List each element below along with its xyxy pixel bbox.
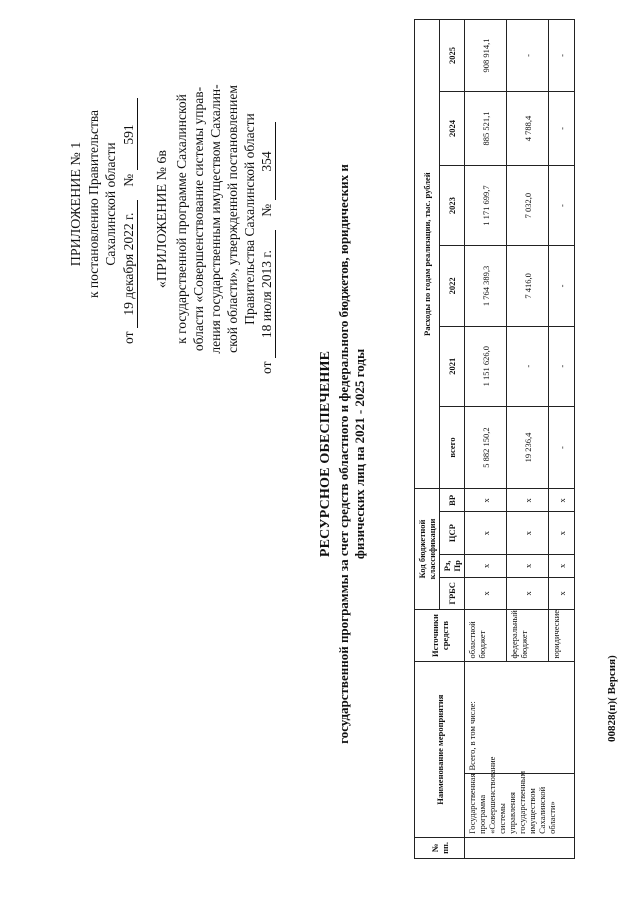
col-2022: 2022 (440, 246, 465, 326)
cell-2024: - (549, 92, 575, 166)
appendix-6v-line: к государственной программе Сахалинской (174, 94, 189, 344)
col-2023: 2023 (440, 165, 465, 245)
appendix-6v-title: «ПРИЛОЖЕНИЕ № 6в (155, 149, 170, 289)
col-grbs: ГРБС (440, 577, 465, 609)
cell-2023: 7 032,0 (507, 165, 549, 245)
cell-total: - (549, 406, 575, 488)
cell-2025: - (549, 20, 575, 92)
cell-num (465, 837, 575, 858)
cell-source: федеральный бюджет (507, 609, 549, 662)
col-name: Наименование мероприятия (415, 662, 465, 837)
cell-2025: - (507, 20, 549, 92)
cell-source: юридические (549, 609, 575, 662)
cell-rzpr: х (549, 554, 575, 577)
document-footer-code: 00828(п)( Версия) (606, 655, 618, 742)
cell-csr: х (465, 512, 507, 554)
cell-vr: х (465, 489, 507, 512)
appendix-6v-block (154, 64, 276, 374)
cell-vr: х (549, 489, 575, 512)
appendix-6v-line: ской области», утвержденной постановлением (225, 85, 240, 353)
cell-source: областной бюджет (465, 609, 507, 662)
cell-2021: - (549, 326, 575, 406)
appendix-6v-line: Правительства Сахалинской области (242, 113, 257, 325)
col-csr: ЦСР (440, 512, 465, 554)
col-2021: 2021 (440, 326, 465, 406)
heading-sub1: государственной программы за счет средств областного и федерального бюджетов, юридических и (336, 164, 351, 744)
appendix-6v-date-row (258, 64, 276, 374)
appendix-title: ПРИЛОЖЕНИЕ № 1 (69, 141, 84, 267)
col-sources: Источники средств (415, 609, 465, 662)
col-expenses: Расходы по годам реализации, тыс. рублей (415, 20, 440, 489)
cell-2022: 1 764 389,3 (465, 246, 507, 326)
appendix-6v-number-prefix: № (259, 203, 274, 217)
col-2025: 2025 (440, 20, 465, 92)
cell-2022: - (549, 246, 575, 326)
appendix-block (68, 64, 138, 344)
appendix-number-prefix: № (121, 173, 136, 187)
cell-2022: 7 416,0 (507, 246, 549, 326)
appendix-line2: Сахалинской области (103, 142, 118, 266)
cell-grbs: х (549, 577, 575, 609)
appendix-6v-date-prefix: от (259, 361, 274, 374)
table-header-row (415, 20, 440, 859)
cell-2021: 1 151 626,0 (465, 326, 507, 406)
cell-2021: - (507, 326, 549, 406)
appendix-6v-number: 354 (258, 123, 276, 201)
cell-rzpr: х (507, 554, 549, 577)
appendix-6v-line: области «Совершенствование системы управ- (191, 86, 206, 352)
col-kbk: Код бюджетной классификации (415, 489, 440, 609)
col-vr: ВР (440, 489, 465, 512)
col-2024: 2024 (440, 92, 465, 166)
cell-2025: 908 914,1 (465, 20, 507, 92)
cell-total: 5 882 150,2 (465, 406, 507, 488)
col-rzpr: Рз, Пр (440, 554, 465, 577)
resource-table (414, 19, 575, 859)
appendix-6v-line: ления государственным имуществом Сахалин- (208, 84, 223, 354)
appendix-number: 591 (120, 99, 138, 171)
cell-csr: х (549, 512, 575, 554)
cell-program-sub: Всего, в том числе: (465, 662, 575, 774)
heading-sub2: физических лиц на 2021 - 2025 годы (352, 348, 367, 560)
cell-csr: х (507, 512, 549, 554)
cell-vr: х (507, 489, 549, 512)
cell-2023: - (549, 165, 575, 245)
appendix-line1: к постановлению Правительства (86, 109, 101, 299)
cell-rzpr: х (465, 554, 507, 577)
appendix-date: 19 декабря 2022 г. (120, 200, 138, 328)
appendix-date-prefix: от (121, 331, 136, 344)
appendix-6v-date: 18 июля 2013 г. (258, 230, 276, 358)
document-heading (318, 94, 368, 814)
cell-program-name: Государственная программа «Совершенствование системы управления государственным имуществом Сахалинской области» (465, 774, 575, 837)
cell-2024: 885 521,1 (465, 92, 507, 166)
appendix-date-row (120, 64, 138, 344)
col-total: всего (440, 406, 465, 488)
table-row (465, 20, 507, 859)
cell-2023: 1 171 699,7 (465, 165, 507, 245)
heading-main: РЕСУРСНОЕ ОБЕСПЕЧЕНИЕ (318, 350, 333, 558)
cell-2024: 4 788,4 (507, 92, 549, 166)
cell-grbs: х (465, 577, 507, 609)
col-num: № пп. (415, 837, 465, 858)
cell-total: 19 236,4 (507, 406, 549, 488)
cell-grbs: х (507, 577, 549, 609)
